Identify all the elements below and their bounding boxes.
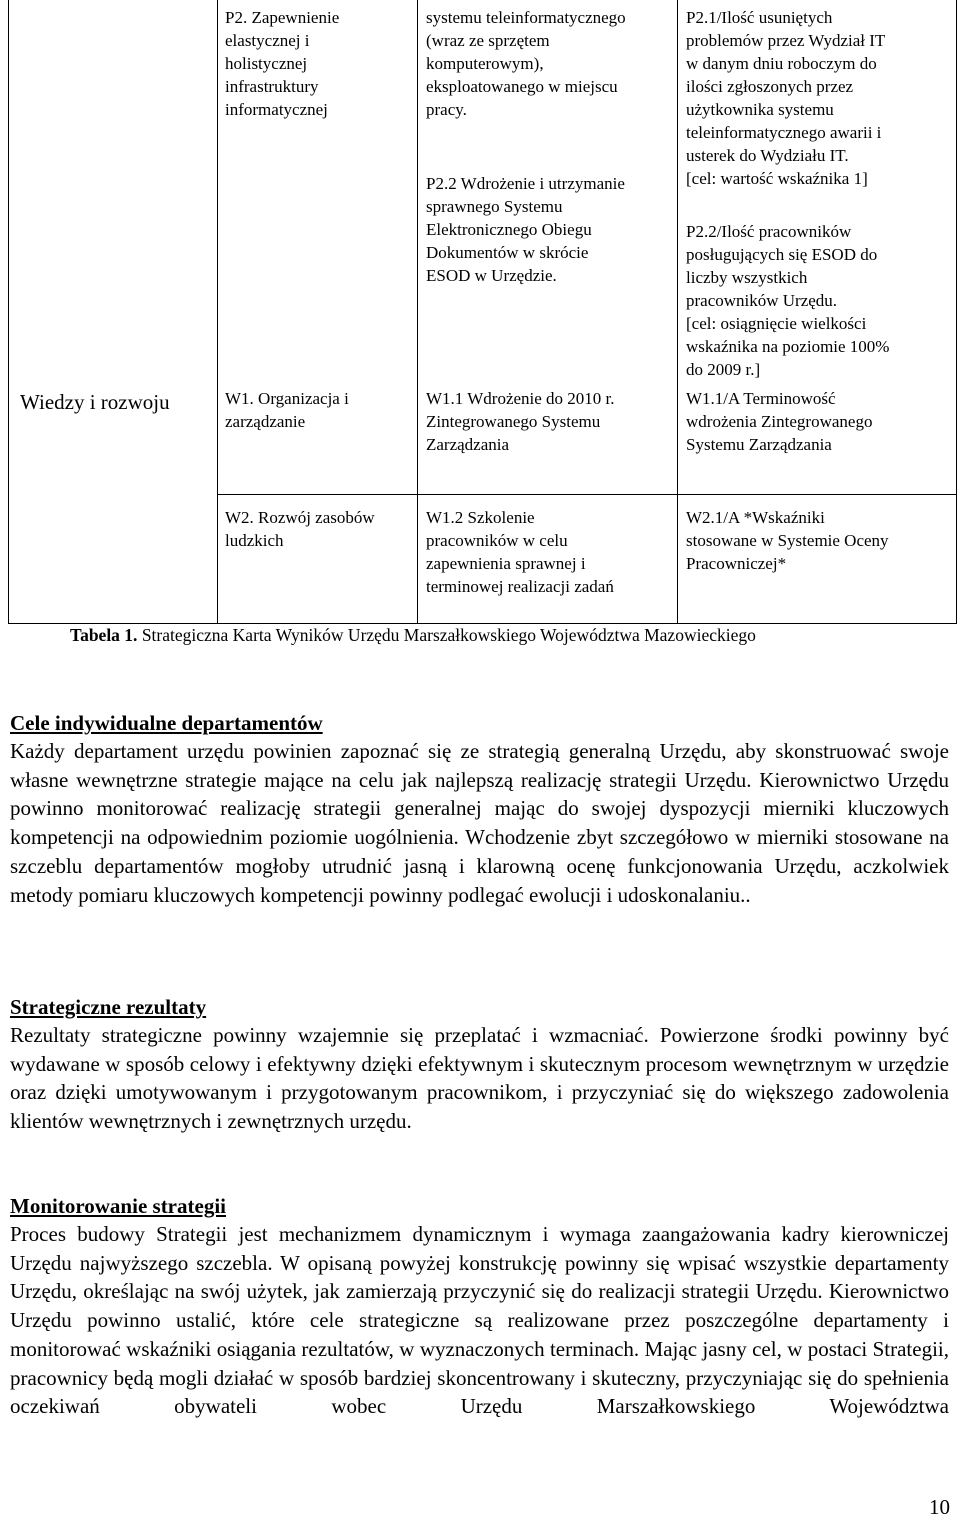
- cell-line: Zarządzania: [426, 435, 510, 454]
- section-strategic-results: [10, 993, 949, 1136]
- goal-w2-cell: [225, 506, 375, 552]
- caption-text: Strategiczna Karta Wyników Urzędu Marszałkowskiego Województwa Mazowieckiego: [137, 625, 756, 645]
- cell-line: [cel: osiągnięcie wielkości: [686, 314, 867, 333]
- section-paragraph: Każdy departament urzędu powinien zapoznać się ze strategią generalną Urzędu, aby skonstruować swoje własne wewnętrzne strategie mające na celu jak najlepszą realizację strategii Urzędu. Kierownictwo Urzędu powinno monitorować realizację strategii generalnej mając do swojej dyspozycji mierniki kluczowych kompetencji na odpowiednim poziomie uogólnienia. Wchodzenie zbyt szczegółowo w mierniki stosowane na szczeblu departamentów mogłoby utrudnić jasną i klarowną ocenę funkcjonowania Urzędu, aczkolwiek metody pomiaru kluczowych kompetencji powinny podlegać ewolucji i udoskonalaniu..: [10, 739, 949, 907]
- section-paragraph: Proces budowy Strategii jest mechanizmem dynamicznym i wymaga zaangażowania kadry kierowniczej Urzędu najwyższego szczebla. W opisaną powyżej konstrukcję powinny się wpisać wszystkie departamenty Urzędu, określając na swój użytek, jak zamierzają przyczynić się do realizacji strategii Urzędu. Kierownictwo Urzędu powinno ustalić, które cele strategiczne są realizowane przez poszczególne departamenty i monitorować wskaźniki osiągania rezultatów, w wyznaczonych terminach. Mając jasny cel, w postaci Strategii, pracownicy będą mogli działać w sposób bardziej skoncentrowany i skuteczny, przyczyniając się do spełnienia oczekiwań obywateli wobec Urzędu Marszałkowskiego Województwa: [10, 1222, 949, 1419]
- initiative-p22-cell: [426, 172, 625, 287]
- cell-line: W1. Organizacja i: [225, 389, 349, 408]
- table-border-left: [8, 0, 9, 624]
- goal-p2-cell: [225, 6, 339, 121]
- cell-line: problemów przez Wydział IT: [686, 31, 886, 50]
- table-divider-1: [217, 0, 218, 624]
- table-divider-3: [677, 0, 678, 624]
- section-heading: Strategiczne rezultaty: [10, 995, 207, 1019]
- section-heading: Monitorowanie strategii: [10, 1194, 226, 1218]
- cell-line: P2.2/Ilość pracowników: [686, 222, 852, 241]
- initiative-w11-cell: [426, 387, 615, 456]
- page-number: 10: [929, 1495, 950, 1519]
- cell-line: systemu teleinformatycznego: [426, 8, 626, 27]
- cell-line: Dokumentów w skrócie: [426, 243, 589, 262]
- cell-line: W1.2 Szkolenie: [426, 508, 535, 527]
- cell-line: holistycznej: [225, 54, 308, 73]
- section-strategy-monitoring: [10, 1192, 949, 1421]
- initiative-w12-cell: [426, 506, 614, 598]
- cell-line: [cel: wartość wskaźnika 1]: [686, 169, 868, 188]
- cell-line: użytkownika systemu: [686, 100, 834, 119]
- section-paragraph: Rezultaty strategiczne powinny wzajemnie się przeplatać i wzmacniać. Powierzone środki powinny być wydawane w sposób celowy i efektywny dzięki efektywnym i skutecznym procesom wewnętrznym w urzędzie oraz dzięki umotywowanym i przygotowanym pracownikom, i przyczyniać się do większego zadowolenia klientów wewnętrznych i zewnętrznych urzędu.: [10, 1023, 949, 1134]
- cell-line: liczby wszystkich: [686, 268, 808, 287]
- cell-line: posługujących się ESOD do: [686, 245, 878, 264]
- indicator-p21-cell: [686, 6, 885, 190]
- cell-line: W1.1 Wdrożenie do 2010 r.: [426, 389, 615, 408]
- indicator-w11-cell: [686, 387, 872, 456]
- cell-line: pracowników Urzędu.: [686, 291, 838, 310]
- cell-line: wskaźnika na poziomie 100%: [686, 337, 890, 356]
- table-row-divider: [217, 494, 957, 495]
- cell-line: W2.1/A *Wskaźniki: [686, 508, 825, 527]
- caption-label: Tabela 1.: [70, 625, 138, 645]
- cell-line: infrastruktury: [225, 77, 319, 96]
- cell-line: komputerowym),: [426, 54, 544, 73]
- cell-line: sprawnego Systemu: [426, 197, 563, 216]
- indicator-w21-cell: [686, 506, 889, 575]
- cell-line: terminowej realizacji zadań: [426, 577, 614, 596]
- cell-line: P2.2 Wdrożenie i utrzymanie: [426, 174, 625, 193]
- cell-line: Systemu Zarządzania: [686, 435, 832, 454]
- cell-line: stosowane w Systemie Oceny: [686, 531, 889, 550]
- cell-line: W1.1/A Terminowość: [686, 389, 836, 408]
- cell-line: P2. Zapewnienie: [225, 8, 340, 27]
- cell-line: pracy.: [426, 100, 467, 119]
- cell-line: ESOD w Urzędzie.: [426, 266, 557, 285]
- cell-line: wdrożenia Zintegrowanego: [686, 412, 873, 431]
- cell-line: w danym dniu roboczym do: [686, 54, 877, 73]
- cell-line: ilości zgłoszonych przez: [686, 77, 854, 96]
- cell-line: elastycznej i: [225, 31, 310, 50]
- table-divider-2: [417, 0, 418, 624]
- cell-line: zarządzanie: [225, 412, 306, 431]
- cell-line: pracowników w celu: [426, 531, 568, 550]
- cell-line: teleinformatycznego awarii i: [686, 123, 882, 142]
- cell-line: Elektronicznego Obiegu: [426, 220, 592, 239]
- table-caption: [70, 625, 756, 646]
- cell-line: P2.1/Ilość usuniętych: [686, 8, 833, 27]
- row-label: Wiedzy i rozwoju: [20, 390, 170, 414]
- table-border-right: [956, 0, 957, 624]
- cell-line: zapewnienia sprawnej i: [426, 554, 586, 573]
- cell-line: Pracowniczej*: [686, 554, 787, 573]
- cell-line: usterek do Wydziału IT.: [686, 146, 849, 165]
- cell-line: eksploatowanego w miejscu: [426, 77, 618, 96]
- cell-line: informatycznej: [225, 100, 328, 119]
- cell-line: (wraz ze sprzętem: [426, 31, 550, 50]
- strategy-scorecard-table: [8, 0, 957, 624]
- initiative-p21-cell: [426, 6, 626, 121]
- table-border-bottom: [8, 623, 957, 624]
- cell-line: W2. Rozwój zasobów: [225, 508, 375, 527]
- cell-line: do 2009 r.]: [686, 360, 761, 379]
- goal-w1-cell: [225, 387, 349, 433]
- section-individual-goals: [10, 709, 949, 909]
- indicator-p22-cell: [686, 220, 889, 381]
- cell-line: Zintegrowanego Systemu: [426, 412, 601, 431]
- row-label-cell: [20, 389, 170, 415]
- section-heading: Cele indywidualne departamentów: [10, 711, 323, 735]
- cell-line: ludzkich: [225, 531, 284, 550]
